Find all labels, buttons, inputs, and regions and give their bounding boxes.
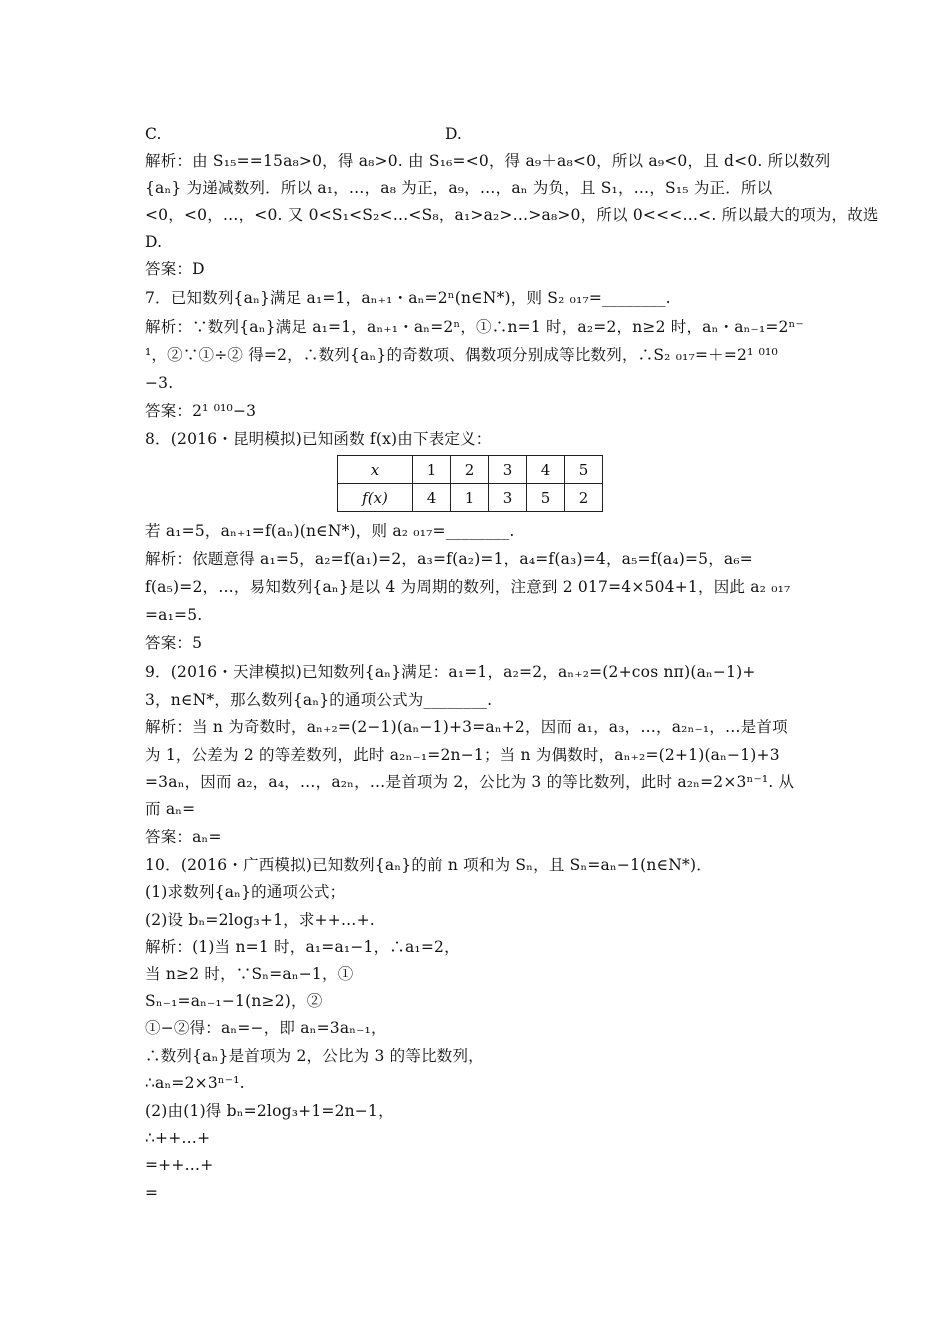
text-line: 而 aₙ= — [145, 800, 196, 818]
table-cell: 3 — [489, 484, 527, 512]
table-cell: 5 — [565, 456, 603, 484]
text-line: (2)设 bₙ=2log₃+1，求++…+. — [145, 911, 375, 929]
text-line: 解析：依题意得 a₁=5，a₂=f(a₁)=2，a₃=f(a₂)=1，a₄=f(a₃)=4，a₅=f(a₄)=5，a₆= — [145, 550, 753, 568]
text-line: =a₁=5. — [145, 606, 203, 624]
question-8: 8．(2016・昆明模拟)已知函数 f(x)由下表定义： — [145, 430, 492, 448]
option-c: C. — [145, 125, 162, 143]
text-line: (1)求数列{aₙ}的通项公式； — [145, 883, 346, 901]
table-cell: 1 — [413, 456, 451, 484]
answer-line: 答案：aₙ= — [145, 828, 222, 846]
text-line: −3. — [145, 374, 174, 392]
table-cell: 4 — [527, 456, 565, 484]
table-cell: 4 — [413, 484, 451, 512]
text-line: D. — [145, 233, 163, 251]
table-cell: 1 — [451, 484, 489, 512]
answer-line: 答案：5 — [145, 634, 203, 652]
text-line: {aₙ} 为递减数列．所以 a₁，…，a₈ 为正，a₉，…，aₙ 为负，且 S₁，…，S₁₅ 为正．所以 — [145, 179, 773, 197]
table-row — [338, 456, 603, 484]
text-line: Sₙ₋₁=aₙ₋₁−1(n≥2)，② — [145, 992, 323, 1010]
text-line: f(a₅)=2，…，易知数列{aₙ}是以 4 为周期的数列，注意到 2 017=4×504+1，因此 a₂ ₀₁₇ — [145, 578, 791, 596]
text-line: 解析：当 n 为奇数时，aₙ₊₂=(2−1)(aₙ−1)+3=aₙ+2，因而 a₁，a₃，…，a₂ₙ₋₁，…是首项 — [145, 718, 788, 736]
text-line: ∴++…+ — [145, 1129, 211, 1147]
option-d: D. — [445, 125, 462, 143]
table-cell: 2 — [565, 484, 603, 512]
table-cell: 2 — [451, 456, 489, 484]
text-line: 为 1，公差为 2 的等差数列，此时 a₂ₙ₋₁=2n−1；当 n 为偶数时，aₙ₊₂=(2+1)(aₙ−1)+3 — [145, 746, 780, 764]
text-line: 若 a₁=5，aₙ₊₁=f(aₙ)(n∈N*)，则 a₂ ₀₁₇=________. — [145, 522, 515, 540]
text-line: 解析：由 S₁₅==15a₈>0，得 a₈>0. 由 S₁₆=<0，得 a₉＋a₈<0，所以 a₉<0，且 d<0. 所以数列 — [145, 152, 831, 170]
text-line: =++…+ — [145, 1156, 214, 1174]
text-line: <0，<0，…，<0. 又 0<S₁<S₂<…<S₈，a₁>a₂>…>a₈>0，所以 0<<<…<. 所以最大的项为，故选 — [145, 206, 879, 224]
table-cell: 5 — [527, 484, 565, 512]
text-line: 解析：(1)当 n=1 时，a₁=a₁−1，∴a₁=2， — [145, 938, 460, 956]
table-header-x: x — [338, 456, 413, 484]
text-line: 当 n≥2 时，∵Sₙ=aₙ−1，① — [145, 965, 354, 983]
text-line: ∴数列{aₙ}是首项为 2，公比为 3 的等比数列， — [145, 1047, 484, 1065]
question-9: 9．(2016・天津模拟)已知数列{aₙ}满足：a₁=1，a₂=2，aₙ₊₂=(2+cos nπ)(aₙ−1)+ — [145, 663, 756, 681]
text-line: =3aₙ，因而 a₂，a₄，…，a₂ₙ，…是首项为 2，公比为 3 的等比数列，此时 a₂ₙ=2×3ⁿ⁻¹. 从 — [145, 773, 795, 791]
text-line: (2)由(1)得 bₙ=2log₃+1=2n−1， — [145, 1102, 394, 1120]
table-cell: 3 — [489, 456, 527, 484]
answer-line: 答案：D — [145, 260, 205, 278]
question-10: 10．(2016・广西模拟)已知数列{aₙ}的前 n 项和为 Sₙ，且 Sₙ=aₙ−1(n∈N*)． — [145, 856, 712, 874]
text-line: 3，n∈N*，那么数列{aₙ}的通项公式为________. — [145, 691, 493, 709]
text-line: ∴aₙ=2×3ⁿ⁻¹. — [145, 1074, 245, 1092]
table-row — [338, 484, 603, 512]
text-line: 解析：∵数列{aₙ}满足 a₁=1，aₙ₊₁・aₙ=2ⁿ，①∴n=1 时，a₂=2，n≥2 时，aₙ・aₙ₋₁=2ⁿ⁻ — [145, 318, 804, 336]
text-line: ¹，②∵①÷② 得=2，∴数列{aₙ}的奇数项、偶数项分别成等比数列，∴S₂ ₀₁₇=＋=2¹ ⁰¹⁰ — [145, 346, 778, 364]
text-line: = — [145, 1184, 159, 1202]
answer-line: 答案：2¹ ⁰¹⁰−3 — [145, 402, 257, 420]
function-table — [337, 455, 603, 512]
table-header-fx: f(x) — [338, 484, 413, 512]
text-line: ①−②得：aₙ=−，即 aₙ=3aₙ₋₁， — [145, 1019, 387, 1037]
question-7: 7．已知数列{aₙ}满足 a₁=1，aₙ₊₁・aₙ=2ⁿ(n∈N*)，则 S₂ ₀₁₇=________. — [145, 289, 671, 307]
